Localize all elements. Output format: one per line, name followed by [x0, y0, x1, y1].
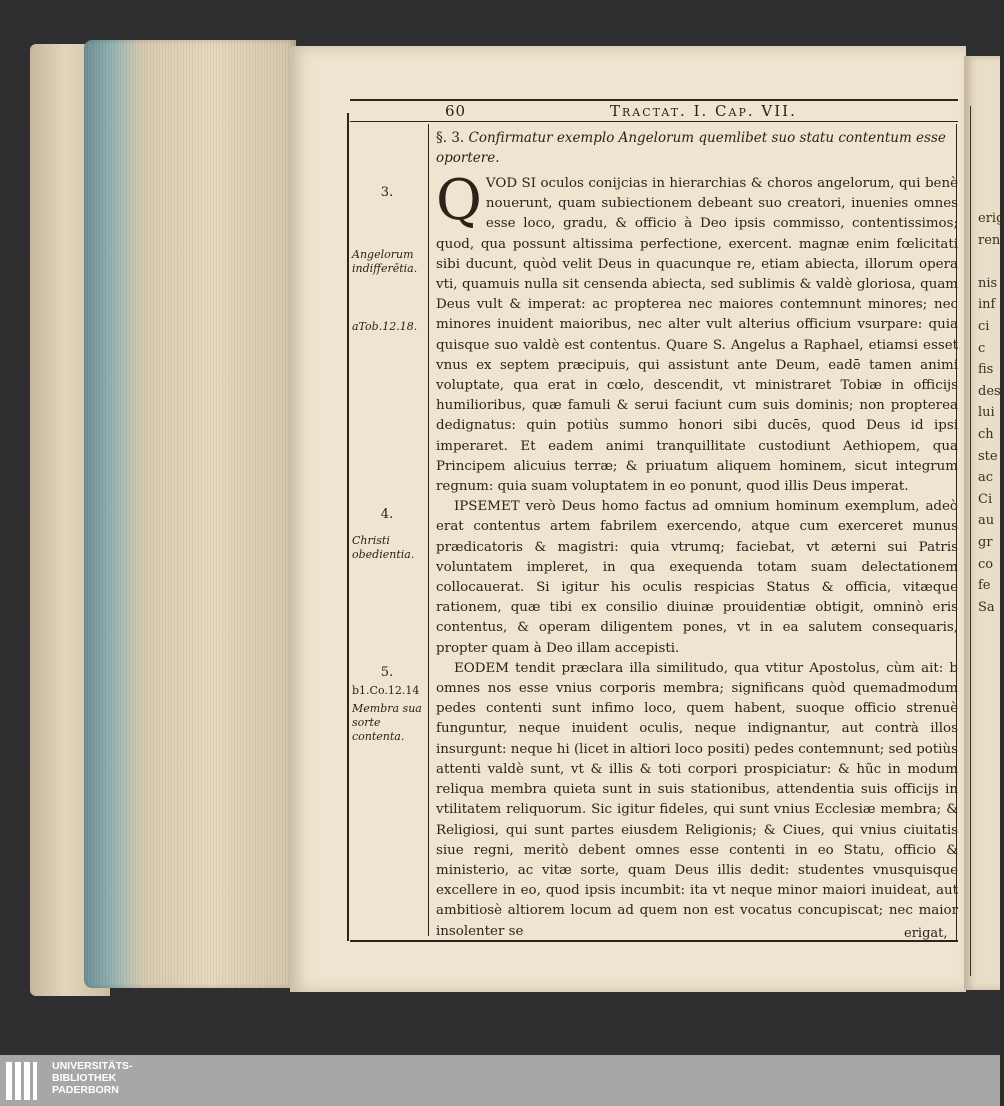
- header-underline: [350, 121, 958, 122]
- left-frame-rule: [347, 113, 349, 941]
- drop-capital: Q: [436, 168, 482, 233]
- paragraph-1: [436, 168, 958, 497]
- paragraph-3: [436, 659, 958, 942]
- paragraph-2-text: IPSEMET verò Deus homo factus ad omnium hominum exemplum, adeò erat contentus artem fabrilem exercendo, atque cum exerceret munus prædicatoris & magistri: quia vtrumq; faciebat, vt æterni sui Patris voluntatem impleret, in qua exequenda totam suam delectationem collocauerat. Si igitur his oculis respicias Status & officia, vitæque rationem, quæ tibi ex consilio diuinæ prouidentiæ obtigit, omninò eris contentus, & operam diligentem pones, vt in ea salutem consequaris, propter quam à Deo illam accepisti.: [436, 499, 958, 656]
- running-head: Tractat. I. Cap. VII.: [610, 102, 797, 120]
- facing-page-fragment-line: fis: [978, 362, 994, 378]
- paragraph-3-text: EODEM tendit præclara illa similitudo, qua vtitur Apostolus, cùm ait: b omnes nos esse vnius corporis membra; significans quòd quemadmodum pedes contenti sunt infimo loco, quem habent, suoque officio strenuè funguntur, neque inuident oculis, neque indignantur, aut contrà illos insurgunt: neque hi (licet in altiori loco positi) pedes contemnunt; sed potiùs attenti valdè sunt, vt & illis & toti corpori prospiciatur: & hũc in modum reliqua membra quieta sunt in suis stationibus, attendentia suis officijs in vtilitatem reliquorum. Sic igitur fideles, qui sunt vnius Ecclesiæ membra; & Religiosi, qui sunt partes eiusdem Religionis; & Ciues, qui vnius ciuitatis siue regni, meritò debent omnes esse contenti in eo Statu, officio & ministerio, ac vitæ sorte, quam Deus illis dedit: studentes vnusquisque excellere in eo, quod ipsis incumbit: ita vt neque minor maiori inuideat, aut ambitiosè altiorem locum ad quem non est vocatus concupiscat; nec maior insolenter se: [436, 660, 958, 939]
- facing-page-fragment-line: nis: [978, 275, 998, 291]
- facing-page-fragment-line: au: [978, 513, 995, 529]
- facing-page-fragment-line: ch: [978, 426, 994, 442]
- library-name: [52, 1060, 133, 1096]
- section-heading-text: Confirmatur exemplo Angelorum quemlibet suo statu contentum esse oportere.: [436, 130, 946, 166]
- facing-page-fragment-line: ci c: [978, 318, 990, 356]
- facing-page-fragment-line: co: [978, 556, 994, 572]
- page-block-edges: [84, 40, 296, 988]
- paragraph-1-text: VOD SI oculos conijcias in hierarchias & choros angelorum, qui benè nouerunt, quam subiectionem debeant suo creatori, inuenies omnes esse loco, gradu, & officio à Deo ipsis commisso, contentissimos; quod, qua possunt altissima perfectione, exercent. magnæ enim fœlicitati sibi ducunt, quòd velit Deus in quacunque re, etiam abiecta, illorum opera vti, quamuis nulla sit censenda abiecta, sed sublimis & valdè gloriosa, quam Deus vult & imperat: ac propterea nec maiores contemnunt minores; nec minores inuident maioribus, nec alter vult alterius officium vsurpare: quia quisque suo valdè est contentus. Quare S. Angelus a Raphael, etiamsi esset vnus ex septem præcipuis, qui assistunt ante Deum, eadē tamen animi voluptate, qua erat in cœlo, descendit, vt ministraret Tobiæ in officijs humilioribus, quæ famuli & serui faciunt cum suis dominis; non propterea dedignatus: quin potiùs summo honori sibi ducēs, quod Deus id ipsi imperaret. Et eadem animi tranquillitate custodiunt Aethiopem, qua Principem alicuius terræ; & priuatum aliquem hominem, sicut integrum regnum: quia suam voluptatem in eo ponunt, quod illis Deus imperat.: [436, 176, 958, 495]
- margin-note-membra: Membra sua sorte contenta.: [352, 702, 422, 743]
- library-name-line-1: UNIVERSITÄTS-: [52, 1060, 133, 1072]
- facing-page-fragment-line: des: [978, 383, 1001, 399]
- section-heading: [436, 128, 958, 168]
- facing-page-fragment-line: ac: [978, 470, 994, 486]
- column-divider-rule: [428, 124, 429, 936]
- catchword: erigat,: [904, 926, 948, 941]
- facing-page-fragment-line: ren: [978, 232, 1001, 248]
- paragraph-2: [436, 497, 958, 659]
- facing-page-border: [970, 106, 971, 976]
- facing-page-fragment-line: Ci: [978, 491, 993, 507]
- margin-note-angelorum: Angelorum indifferētia.: [352, 248, 418, 275]
- section-sign: §. 3.: [436, 130, 465, 146]
- top-rule: [350, 99, 958, 101]
- facing-page-fragment-line: Sa: [978, 599, 995, 615]
- facing-page-fragment-line: erig: [978, 211, 1004, 226]
- facing-page-fragment-line: gr: [978, 534, 993, 550]
- margin-number-3: 3.: [380, 185, 394, 200]
- library-name-line-2: BIBLIOTHEK: [52, 1072, 117, 1084]
- main-text-column: [436, 128, 958, 942]
- margin-note-christi: Christi obedientia.: [352, 534, 415, 561]
- library-logo-icon: [6, 1062, 46, 1100]
- library-name-line-3: PADERBORN: [52, 1084, 119, 1096]
- margin-number-4: 4.: [380, 507, 394, 522]
- margin-ref-corinthians: b1.Co.12.14: [352, 684, 420, 697]
- facing-page-fragment-line: inf: [978, 297, 996, 313]
- facing-page-fragment-line: fe: [978, 578, 991, 594]
- facing-page-fragment-line: lui: [978, 405, 995, 421]
- library-footer-bar: [0, 1055, 1000, 1106]
- margin-number-5: 5.: [380, 665, 394, 680]
- page-number: 60: [445, 102, 467, 120]
- facing-page-fragment-line: ste: [978, 448, 998, 464]
- facing-page-fragment: [964, 56, 1004, 990]
- margin-ref-tobias: aTob.12.18.: [352, 320, 418, 333]
